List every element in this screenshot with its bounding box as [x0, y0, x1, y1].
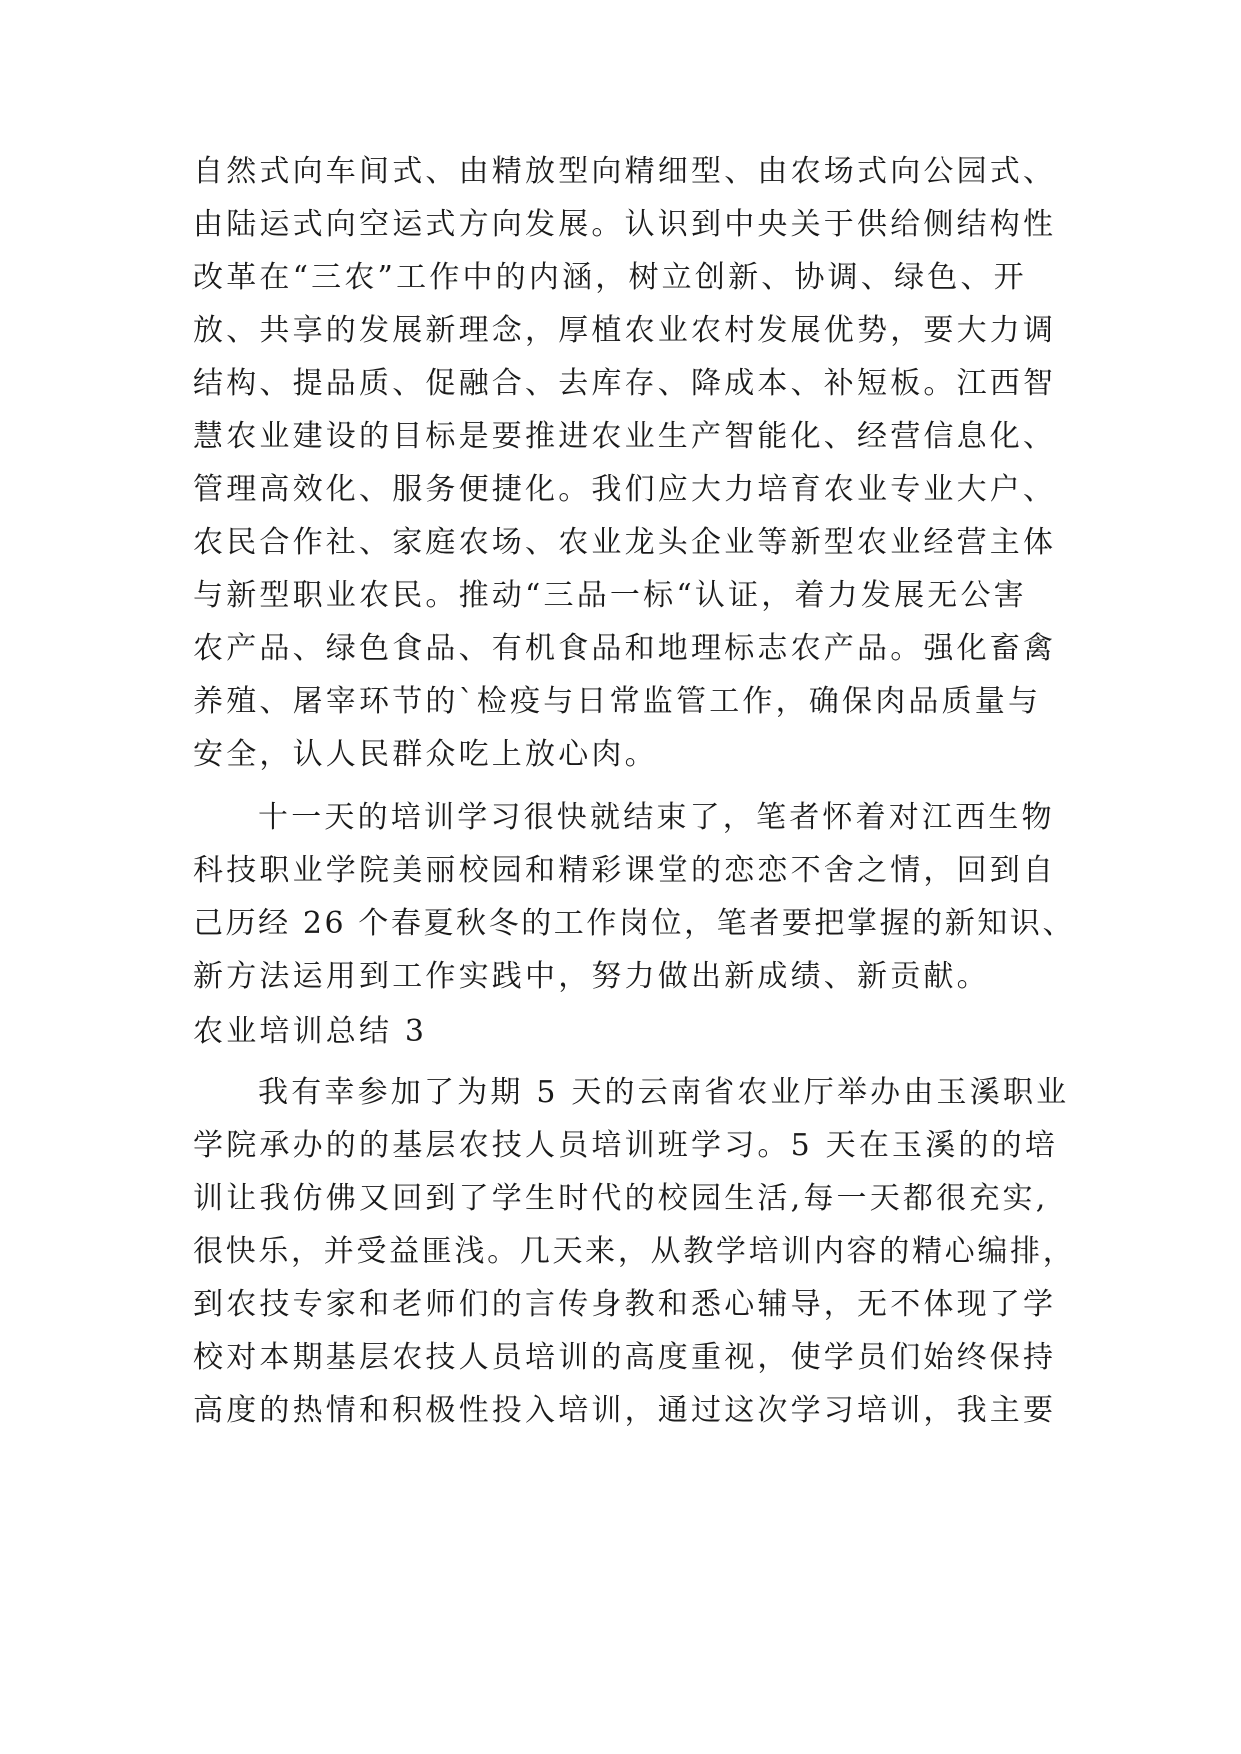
body-text-line: 高度的热情和积极性投入培训，通过这次学习培训，我主要	[193, 1393, 1057, 1428]
body-text-line: 慧农业建设的目标是要推进农业生产智能化、经营信息化、	[193, 419, 1057, 454]
body-text-line: 科技职业学院美丽校园和精彩课堂的恋恋不舍之情，回到自	[193, 853, 1057, 888]
body-text-line: 农产品、绿色食品、有机食品和地理标志农产品。强化畜禽	[193, 631, 1057, 666]
body-text-line: 安全，认人民群众吃上放心肉。	[193, 737, 658, 772]
body-text-line: 十一天的培训学习很快就结束了，笔者怀着对江西生物	[258, 800, 1055, 835]
body-text-line: 训让我仿佛又回到了学生时代的校园生活,每一天都很充实,	[193, 1181, 1049, 1216]
body-text-line: 农民合作社、家庭农场、农业龙头企业等新型农业经营主体	[193, 525, 1057, 560]
body-text-line: 新方法运用到工作实践中，努力做出新成绩、新贡献。	[193, 959, 990, 994]
body-text-line: 由陆运式向空运式方向发展。认识到中央关于供给侧结构性	[193, 207, 1057, 242]
body-text-line: 养殖、屠宰环节的`检疫与日常监管工作，确保肉品质量与	[193, 684, 1042, 719]
body-text-line: 学院承办的的基层农技人员培训班学习。5 天在玉溪的的培	[193, 1128, 1059, 1163]
body-text-line: 到农技专家和老师们的言传身教和悉心辅导，无不体现了学	[193, 1287, 1057, 1322]
body-text-line: 我有幸参加了为期 5 天的云南省农业厅举办由玉溪职业	[258, 1075, 1070, 1110]
body-text-line: 很快乐，并受益匪浅。几天来，从教学培训内容的精心编排，	[193, 1234, 1076, 1269]
body-text-line: 结构、提品质、促融合、去库存、降成本、补短板。江西智	[193, 366, 1057, 401]
body-text-line: 与新型职业农民。推动“三品一标“认证，着力发展无公害	[193, 578, 1027, 613]
body-text-line: 放、共享的发展新理念，厚植农业农村发展优势，要大力调	[193, 313, 1057, 348]
body-text-line: 管理高效化、服务便捷化。我们应大力培育农业专业大户、	[193, 472, 1057, 507]
body-text-line: 校对本期基层农技人员培训的高度重视，使学员们始终保持	[193, 1340, 1057, 1375]
body-text-line: 自然式向车间式、由精放型向精细型、由农场式向公园式、	[193, 154, 1057, 189]
section-heading: 农业培训总结 3	[193, 1014, 428, 1049]
body-text-line: 改革在“三农”工作中的内涵，树立创新、协调、绿色、开	[193, 260, 1027, 295]
body-text-line: 己历经 26 个春夏秋冬的工作岗位，笔者要把掌握的新知识、	[193, 906, 1076, 941]
